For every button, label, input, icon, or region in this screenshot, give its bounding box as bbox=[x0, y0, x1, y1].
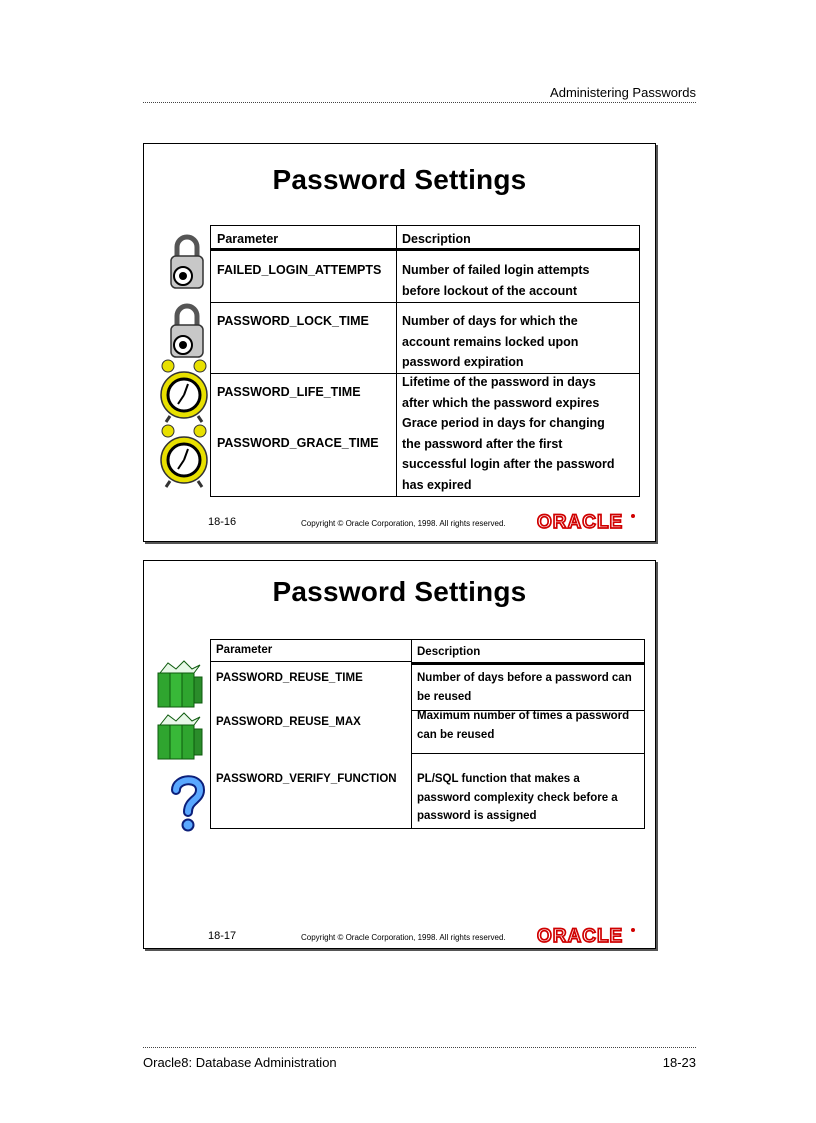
table-row-desc: Lifetime of the password in days after which the password expires bbox=[402, 375, 600, 410]
parameter-table bbox=[210, 225, 640, 497]
table-row-param: PASSWORD_REUSE_MAX bbox=[216, 716, 361, 728]
book-title: Oracle8: Database Administration bbox=[143, 1055, 337, 1070]
column-header-parameter: Parameter bbox=[216, 644, 273, 656]
table-row-param: FAILED_LOGIN_ATTEMPTS bbox=[217, 263, 382, 277]
table-row-param: PASSWORD_REUSE_TIME bbox=[216, 672, 363, 684]
svg-text:ORACLE: ORACLE bbox=[537, 512, 624, 531]
column-header-description: Description bbox=[417, 646, 481, 658]
table-row-desc: Maximum number of times a password can be reused bbox=[417, 710, 630, 741]
binders-icon bbox=[154, 711, 206, 761]
slide-title: Password Settings bbox=[272, 164, 527, 195]
header-rule bbox=[143, 102, 696, 103]
table-row-desc: Number of days for which the account remains locked upon password expiration bbox=[402, 314, 579, 369]
table-row-param: PASSWORD_LIFE_TIME bbox=[217, 385, 361, 399]
alarm-clock-icon bbox=[158, 423, 210, 489]
footer-rule bbox=[143, 1047, 696, 1048]
table-row-desc: PL/SQL function that makes a password complexity check before a password is assigned bbox=[417, 773, 618, 822]
copyright-notice: Copyright © Oracle Corporation, 1998. All rights reserved. bbox=[301, 519, 506, 528]
alarm-clock-icon bbox=[158, 358, 210, 424]
table-row-param: PASSWORD_LOCK_TIME bbox=[217, 314, 369, 328]
svg-text:ORACLE: ORACLE bbox=[537, 926, 624, 945]
column-header-parameter: Parameter bbox=[217, 232, 279, 246]
table-row-desc: Grace period in days for changing the password after the first successful login after the password has expired bbox=[402, 416, 615, 492]
table-row-desc: Number of failed login attempts before lockout of the account bbox=[402, 263, 590, 298]
table-row-param: PASSWORD_VERIFY_FUNCTION bbox=[216, 773, 397, 785]
padlock-icon bbox=[168, 232, 206, 292]
slide-18-16 bbox=[143, 143, 656, 542]
padlock-icon bbox=[168, 301, 206, 361]
slide-18-17 bbox=[143, 560, 656, 949]
question-mark-icon bbox=[170, 774, 206, 832]
slide-number: 18-17 bbox=[208, 930, 237, 942]
oracle-logo bbox=[537, 511, 637, 531]
table-row-param: PASSWORD_GRACE_TIME bbox=[217, 436, 379, 450]
column-header-description: Description bbox=[402, 232, 471, 246]
parameter-table bbox=[210, 639, 646, 829]
section-title: Administering Passwords bbox=[550, 85, 696, 100]
oracle-logo bbox=[537, 925, 637, 945]
slide-title: Password Settings bbox=[272, 576, 527, 607]
copyright-notice: Copyright © Oracle Corporation, 1998. All rights reserved. bbox=[301, 933, 506, 942]
table-row-desc: Number of days before a password can be reused bbox=[417, 672, 632, 703]
binders-icon bbox=[154, 659, 206, 709]
slide-number: 18-16 bbox=[208, 516, 237, 528]
page-number: 18-23 bbox=[662, 1055, 696, 1070]
